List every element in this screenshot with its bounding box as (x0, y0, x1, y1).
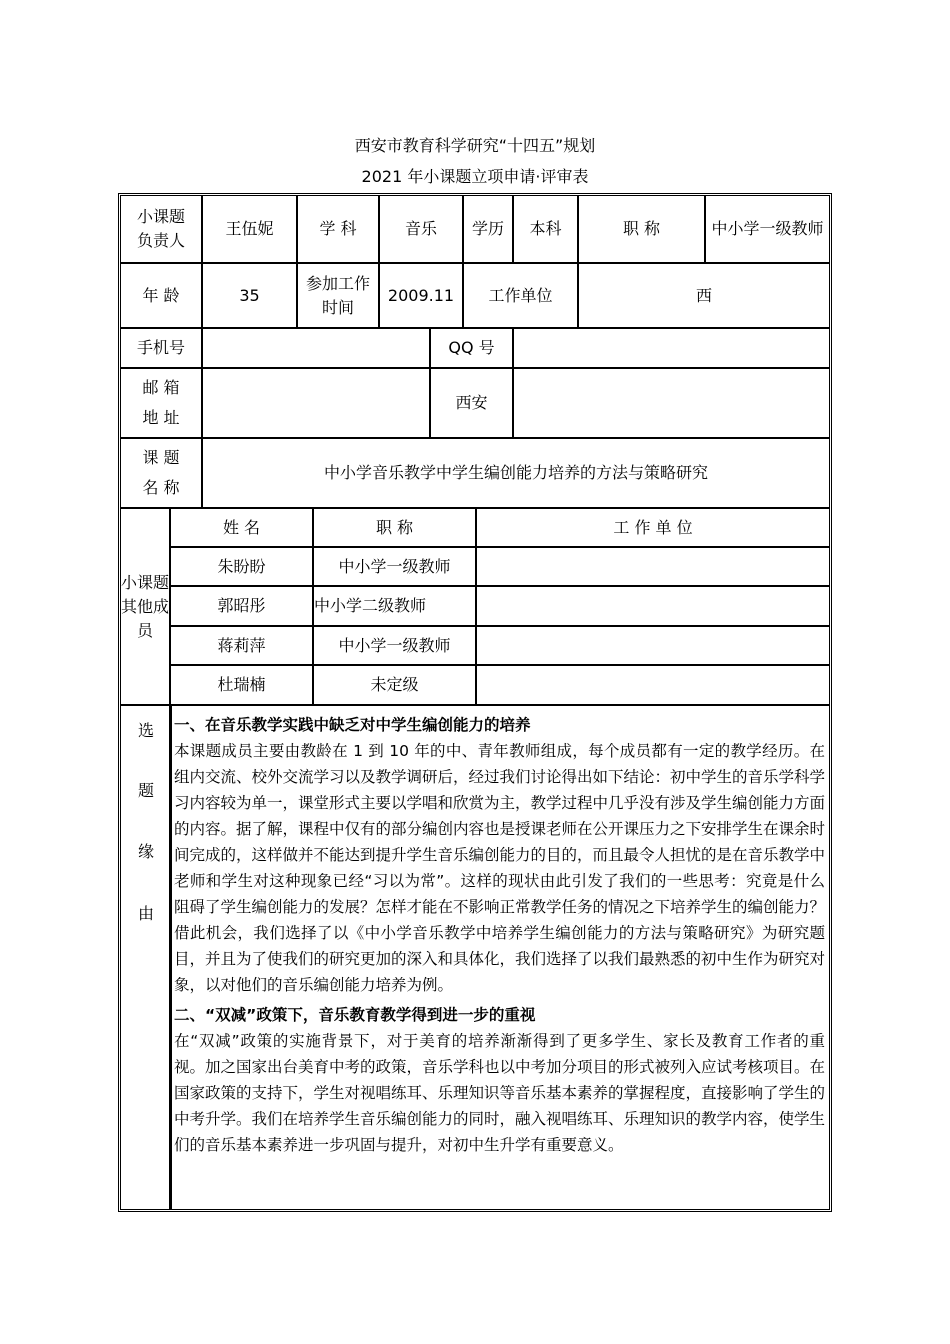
members-header-title: 职 称 (313, 508, 476, 547)
address-extra (513, 368, 830, 438)
phone-value (202, 328, 430, 368)
member-title: 中小学二级教师 (313, 586, 476, 626)
age-label: 年 龄 (120, 263, 202, 328)
reason-paragraph-1: 本课题成员主要由教龄在 1 到 10 年的中、青年教师组成，每个成员都有一定的教学经历。在组内交流、校外交流学习以及教学调研后，经过我们讨论得出如下结论：初中学生的音乐学科学习内容较为单一，课堂形式主要以学唱和欣赏为主，教学过程中几乎没有涉及学生编创能力方面的内容。据了解，课程中仅有的部分编创内容也是授课老师在公开课压力之下安排学生在课余时间完成的，这样做并不能达到提升学生音乐编创能力的目的，而且最令人担忧的是在音乐教学中老师和学生对这种现象已经“习以为常”。这样的现状由此引发了我们的一些思考：究竟是什么阻碍了学生编创能力的发展？怎样才能在不影响正常教学任务的情况之下培养学生的编创能力？借此机会，我们选择了以《中小学音乐教学中培养学生编创能力的方法与策略研究》为研究题目，并且为了使我们的研究更加的深入和具体化，我们选择了以我们最熟悉的初中生作为研究对象，以对他们的音乐编创能力培养为例。 (174, 742, 826, 994)
leader-name: 王伍妮 (202, 195, 297, 263)
reason-label-char: 题 (137, 781, 154, 800)
unit-value: 西 (578, 263, 830, 328)
members-header-unit: 工 作 单 位 (476, 508, 830, 547)
unit-label: 工作单位 (463, 263, 578, 328)
member-title: 未定级 (313, 665, 476, 705)
reason-label-char: 由 (137, 904, 154, 923)
reason-paragraph-2: 在“双减”政策的实施背景下，对于美育的培养渐渐得到了更多学生、家长及教育工作者的重视。加之国家出台美育中考的政策，音乐学科也以中考加分项目的形式被列入应试考核项目。在国家政策的支持下，学生对视唱练耳、乐理知识等音乐基本素养的掌握程度，直接影响了学生的中考升学。我们在培养学生音乐编创能力的同时，融入视唱练耳、乐理知识的教学内容，使学生们的音乐基本素养进一步巩固与提升，对初中生升学有重要意义。 (174, 1032, 826, 1154)
member-unit (476, 665, 830, 705)
work-start-value: 2009.11 (379, 263, 463, 328)
education-label: 学历 (463, 195, 513, 263)
qq-value (513, 328, 830, 368)
address-label: 邮 箱 地 址 (120, 368, 202, 438)
reason-content (170, 705, 830, 1210)
document-subtitle: 2021 年小课题立项申请·评审表 (361, 167, 589, 186)
member-title: 中小学一级教师 (313, 626, 476, 665)
work-start-label: 参加工作 时间 (297, 263, 379, 328)
topic-value: 中小学音乐教学中学生编创能力培养的方法与策略研究 (202, 438, 830, 508)
member-unit (476, 626, 830, 665)
title-label: 职 称 (578, 195, 705, 263)
education-value: 本科 (513, 195, 578, 263)
reason-label-char: 缘 (137, 842, 154, 861)
subject-value: 音乐 (379, 195, 463, 263)
phone-label: 手机号 (120, 328, 202, 368)
age-value: 35 (202, 263, 297, 328)
member-name: 朱盼盼 (170, 547, 313, 586)
title-value: 中小学一级教师 (705, 195, 830, 263)
member-name: 蒋莉萍 (170, 626, 313, 665)
member-unit (476, 586, 830, 626)
subject-label: 学 科 (297, 195, 379, 263)
leader-label: 小课题 负责人 (120, 195, 202, 263)
reason-heading-1: 一、在音乐教学实践中缺乏对中学生编创能力的培养 (174, 716, 531, 734)
member-title: 中小学一级教师 (313, 547, 476, 586)
members-header-name: 姓 名 (170, 508, 313, 547)
members-label: 小课题 其他成 员 (120, 508, 170, 705)
email-value (202, 368, 430, 438)
member-name: 郭昭彤 (170, 586, 313, 626)
topic-label: 课 题 名 称 (120, 438, 202, 508)
reason-heading-2: 二、“双减”政策下，音乐教育教学得到进一步的重视 (174, 1006, 536, 1024)
member-unit (476, 547, 830, 586)
address-value: 西安 (430, 368, 513, 438)
reason-label-char: 选 (137, 721, 154, 740)
document-title: 西安市教育科学研究“十四五”规划 (354, 136, 596, 155)
member-name: 杜瑞楠 (170, 665, 313, 705)
reason-label (120, 705, 170, 1210)
qq-label: QQ 号 (430, 328, 513, 368)
